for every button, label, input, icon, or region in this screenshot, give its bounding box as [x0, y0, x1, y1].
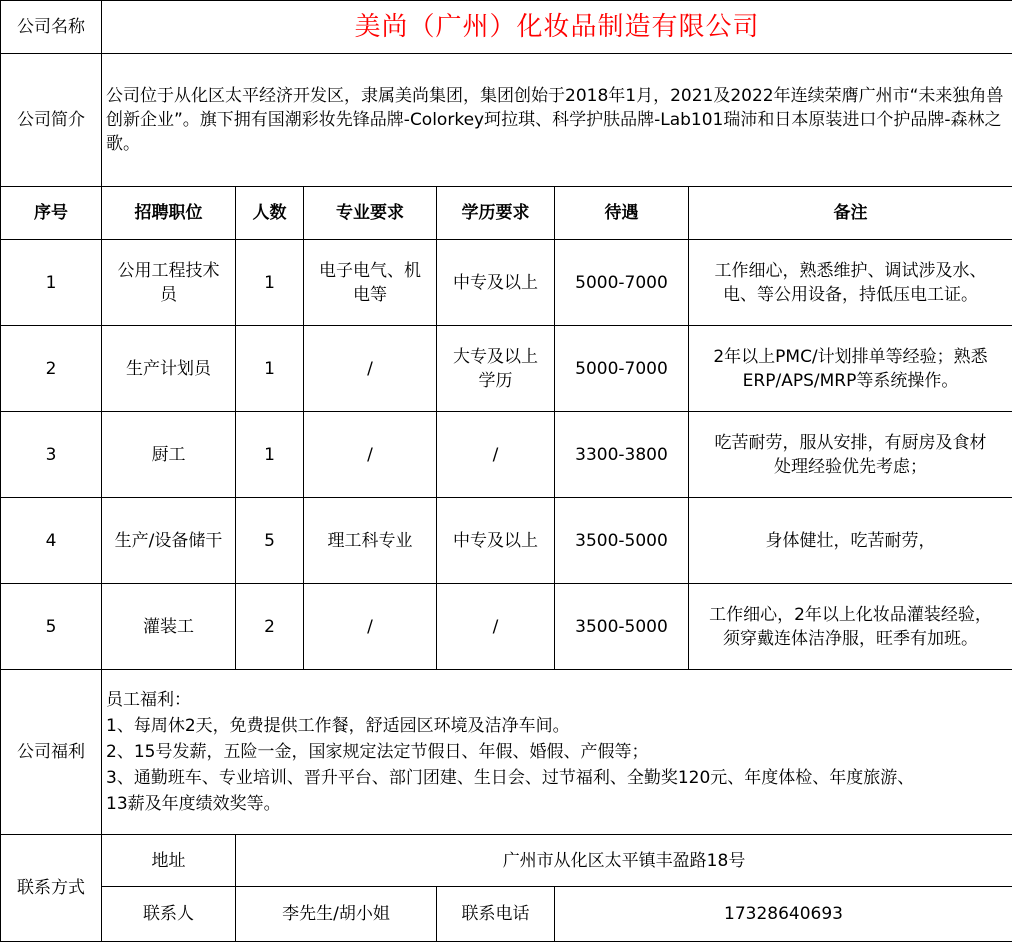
header-index: 序号	[1, 187, 102, 240]
row-remarks	[689, 240, 1012, 326]
row-position: 生产/设备储干	[102, 498, 236, 584]
row-remarks-line2: 须穿戴连体洁净服，旺季有加班。	[693, 627, 1008, 651]
row-position: 厨工	[102, 412, 236, 498]
welfare-label: 公司福利	[1, 670, 102, 835]
company-intro-row	[1, 54, 1012, 187]
table-row	[1, 412, 1012, 498]
table-row	[1, 326, 1012, 412]
row-remarks	[689, 412, 1012, 498]
person-label: 联系人	[102, 887, 236, 942]
header-major: 专业要求	[304, 187, 437, 240]
row-major: /	[304, 412, 437, 498]
row-position-line2: 员	[106, 283, 231, 307]
table-header-row	[1, 187, 1012, 240]
row-index: 3	[1, 412, 102, 498]
row-salary: 5000-7000	[555, 240, 689, 326]
row-index: 2	[1, 326, 102, 412]
row-salary: 3300-3800	[555, 412, 689, 498]
row-salary: 3500-5000	[555, 498, 689, 584]
row-remarks-line1: 工作细心，2年以上化妆品灌装经验，	[693, 603, 1008, 627]
row-count: 1	[236, 240, 304, 326]
row-major	[304, 240, 437, 326]
phone-value: 17328640693	[555, 887, 1012, 942]
row-count: 2	[236, 584, 304, 670]
address-value: 广州市从化区太平镇丰盈路18号	[236, 835, 1012, 887]
row-position: 生产计划员	[102, 326, 236, 412]
table-row	[1, 584, 1012, 670]
row-remarks-line2: 处理经验优先考虑；	[693, 455, 1008, 479]
address-label: 地址	[102, 835, 236, 887]
row-remarks-line1: 吃苦耐劳，服从安排，有厨房及食材	[693, 431, 1008, 455]
row-remarks	[689, 326, 1012, 412]
row-education: /	[437, 584, 555, 670]
contact-person-row	[1, 887, 1012, 942]
row-major-line1: 电子电气、机	[308, 259, 432, 283]
table-row	[1, 240, 1012, 326]
company-intro: 公司位于从化区太平经济开发区，隶属美尚集团，集团创始于2018年1月，2021及2022年连续荣膺广州市“未来独角兽创新企业”。旗下拥有国潮彩妆先锋品牌-Colorkey珂拉琪、科学护肤品牌-Lab101瑞沛和日本原装进口个护品牌-森林之歌。	[102, 54, 1012, 187]
person-value: 李先生/胡小姐	[236, 887, 437, 942]
header-count: 人数	[236, 187, 304, 240]
row-remarks-line1: 工作细心，熟悉维护、调试涉及水、	[693, 259, 1008, 283]
contact-label: 联系方式	[1, 835, 102, 942]
company-name: 美尚（广州）化妆品制造有限公司	[102, 1, 1012, 54]
company-name-label: 公司名称	[1, 1, 102, 54]
company-name-row	[1, 1, 1012, 54]
row-index: 1	[1, 240, 102, 326]
welfare-line: 3、通勤班车、专业培训、晋升平台、部门团建、生日会、过节福利、全勤奖120元、年度体检、年度旅游、	[106, 765, 1008, 791]
row-major-line2: 电等	[308, 283, 432, 307]
row-education: /	[437, 412, 555, 498]
row-remarks-line1: 2年以上PMC/计划排单等经验；熟悉	[693, 345, 1008, 369]
row-remarks	[689, 584, 1012, 670]
header-salary: 待遇	[555, 187, 689, 240]
row-count: 5	[236, 498, 304, 584]
row-remarks-line2: ERP/APS/MRP等系统操作。	[693, 369, 1008, 393]
header-position: 招聘职位	[102, 187, 236, 240]
row-count: 1	[236, 326, 304, 412]
welfare-line: 2、15号发薪，五险一金，国家规定法定节假日、年假、婚假、产假等；	[106, 739, 1008, 765]
welfare-line: 1、每周休2天，免费提供工作餐，舒适园区环境及洁净车间。	[106, 713, 1008, 739]
row-major: /	[304, 326, 437, 412]
row-position: 灌装工	[102, 584, 236, 670]
row-position	[102, 240, 236, 326]
row-salary: 5000-7000	[555, 326, 689, 412]
welfare-row	[1, 670, 1012, 835]
welfare-line: 13薪及年度绩效奖等。	[106, 791, 1008, 817]
row-count: 1	[236, 412, 304, 498]
row-education-line2: 学历	[441, 369, 550, 393]
company-intro-label: 公司简介	[1, 54, 102, 187]
row-major: /	[304, 584, 437, 670]
row-remarks-line2: 电、等公用设备，持低压电工证。	[693, 283, 1008, 307]
row-index: 5	[1, 584, 102, 670]
welfare-content	[102, 670, 1012, 835]
contact-address-row	[1, 835, 1012, 887]
phone-label: 联系电话	[437, 887, 555, 942]
row-education: 中专及以上	[437, 498, 555, 584]
row-remarks: 身体健壮，吃苦耐劳，	[689, 498, 1012, 584]
header-education: 学历要求	[437, 187, 555, 240]
row-education	[437, 326, 555, 412]
row-index: 4	[1, 498, 102, 584]
header-remarks: 备注	[689, 187, 1012, 240]
row-education: 中专及以上	[437, 240, 555, 326]
row-position-line1: 公用工程技术	[106, 259, 231, 283]
welfare-line: 员工福利：	[106, 687, 1008, 713]
row-education-line1: 大专及以上	[441, 345, 550, 369]
table-row	[1, 498, 1012, 584]
row-salary: 3500-5000	[555, 584, 689, 670]
row-major: 理工科专业	[304, 498, 437, 584]
